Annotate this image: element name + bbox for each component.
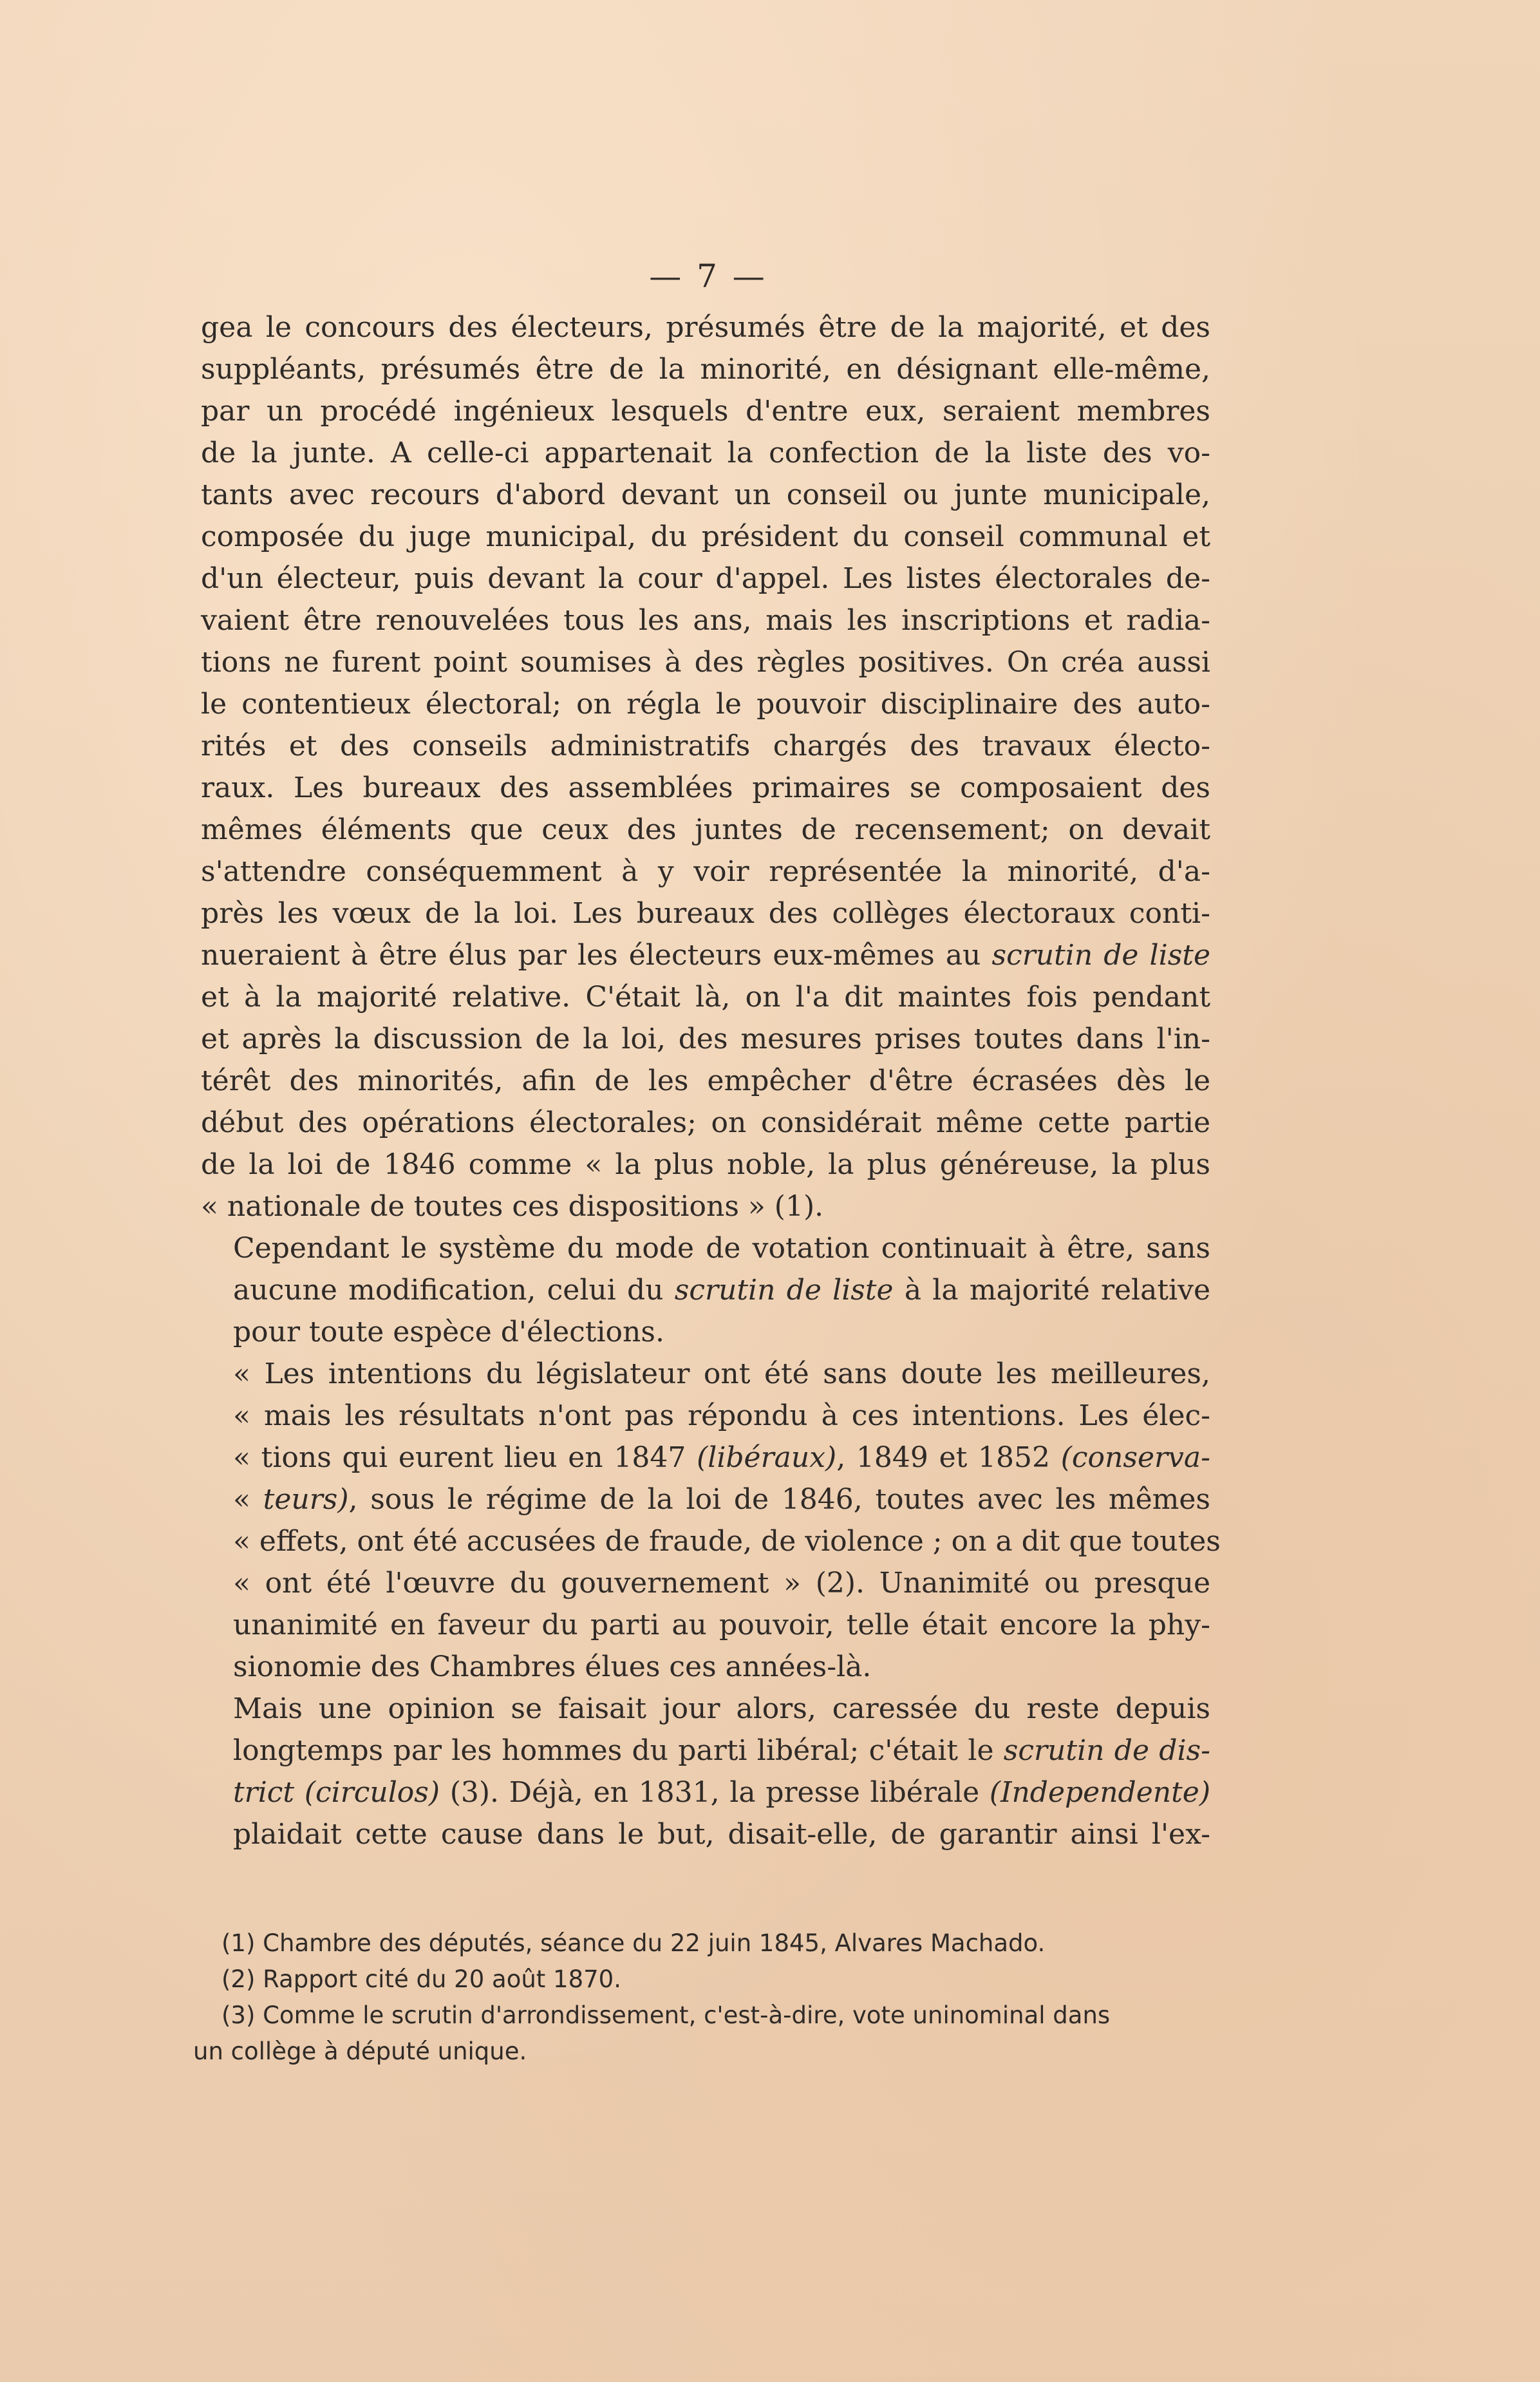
italic-term: (conserva- [1060,1441,1210,1474]
page-number: — 7 — [649,258,767,295]
text-fragment: , 1849 et 1852 [836,1441,1051,1474]
footnote-3: (3) Comme le scrutin d'arrondissement, c'est-à-dire, vote uninominal dans [221,2001,1111,2029]
text-line: « effets, ont été accusées de fraude, de violence ; on a dit que toutes [233,1525,1221,1558]
text-fragment: longtemps par les hommes du parti libéral; c'était le [233,1734,994,1767]
italic-term: scrutin de dis- [1003,1734,1210,1767]
text-line: vaient être renouvelées tous les ans, mais les inscriptions et radia- [201,604,1210,637]
text-line [201,1730,1210,1772]
paragraph-4 [201,1688,1210,1855]
text-line: térêt des minorités, afin de les empêcher d'être écrasées dès le [201,1064,1210,1097]
text-line: et à la majorité relative. C'était là, on l'a dit maintes fois pendant [201,981,1210,1014]
text-line: tions ne furent point soumises à des règles positives. On créa aussi [201,646,1210,679]
text-line: par un procédé ingénieux lesquels d'entre eux, seraient membres [201,395,1210,428]
italic-term: scrutin de liste [674,1274,894,1307]
text-line [201,1772,1210,1813]
text-line: unanimité en faveur du parti au pouvoir, telle était encore la phy- [233,1609,1210,1641]
text-line: le contentieux électoral; on régla le pouvoir disciplinaire des auto- [201,688,1210,721]
text-fragment: « tions qui eurent lieu en 1847 [233,1441,686,1474]
text-line [201,934,1210,976]
text-line [201,1437,1210,1479]
text-line [201,1269,1210,1311]
text-line: près les vœux de la loi. Les bureaux des collèges électoraux conti- [201,897,1210,930]
text-line: « ont été l'œuvre du gouvernement » (2). Unanimité ou presque [233,1567,1210,1600]
text-fragment: à la majorité relative [904,1274,1211,1307]
text-line: raux. Les bureaux des assemblées primaires se composaient des [201,771,1210,804]
text-line: d'un électeur, puis devant la cour d'appel. Les listes électorales de- [201,562,1210,595]
text-line: plaidait cette cause dans le but, disait-elle, de garantir ainsi l'ex- [233,1818,1210,1851]
italic-term: scrutin de liste [991,939,1210,972]
text-line: s'attendre conséquemment à y voir représentée la minorité, d'a- [201,855,1210,888]
text-line: Cependant le système du mode de votation continuait à être, sans [233,1232,1210,1265]
text-line: et après la discussion de la loi, des mesures prises toutes dans l'in- [201,1023,1210,1055]
text-line: Mais une opinion se faisait jour alors, caressée du reste depuis [233,1692,1210,1725]
text-line: mêmes éléments que ceux des juntes de recensement; on devait [201,813,1210,846]
text-line [201,1479,1210,1520]
paragraph-3 [201,1353,1221,1688]
footnote-3-continuation: un collège à député unique. [193,2037,527,2065]
text-line: rités et des conseils administratifs chargés des travaux électo- [201,730,1210,762]
paragraph-1 [201,307,1210,1227]
footnote-1: (1) Chambre des députés, séance du 22 juin 1845, Alvares Machado. [221,1929,1046,1957]
text-line: début des opérations électorales; on considérait même cette partie [201,1106,1210,1139]
text-fragment: , sous le régime de la loi de 1846, toutes avec les mêmes [348,1483,1210,1516]
text-line: tants avec recours d'abord devant un conseil ou junte municipale, [201,478,1210,511]
text-fragment: nueraient à être élus par les électeurs eux-mêmes au [201,939,981,972]
italic-term: (libéraux) [697,1441,837,1474]
text-line: suppléants, présumés être de la minorité, en désignant elle-même, [201,353,1210,386]
text-line: de la junte. A celle-ci appartenait la confection de la liste des vo- [201,437,1210,469]
text-line: « Les intentions du législateur ont été sans doute les meilleures, [233,1357,1210,1390]
text-fragment: (3). Déjà, en 1831, la presse libérale [449,1776,980,1809]
paragraph-2 [201,1227,1210,1353]
text-fragment: « [233,1483,250,1516]
text-line: gea le concours des électeurs, présumés être de la majorité, et des [201,311,1210,344]
text-line: « mais les résultats n'ont pas répondu à ces intentions. Les élec- [233,1399,1210,1432]
text-line: sionomie des Chambres élues ces années-là. [233,1650,872,1683]
text-line: composée du juge municipal, du président du conseil communal et [201,520,1210,553]
text-line: pour toute espèce d'élections. [233,1316,664,1348]
text-line: de la loi de 1846 comme « la plus noble, la plus généreuse, la plus [201,1148,1210,1181]
italic-term: trict [233,1776,295,1809]
text-fragment: aucune modification, celui du [233,1274,664,1307]
footnote-2: (2) Rapport cité du 20 août 1870. [221,1965,621,1993]
footnotes [193,1925,1204,2070]
italic-term: (Independente) [989,1776,1210,1809]
text-line: « nationale de toutes ces dispositions » (1). [201,1190,824,1223]
body-text [201,307,1221,1855]
italic-term: teurs) [263,1483,349,1516]
italic-term: (circulos) [304,1776,440,1809]
